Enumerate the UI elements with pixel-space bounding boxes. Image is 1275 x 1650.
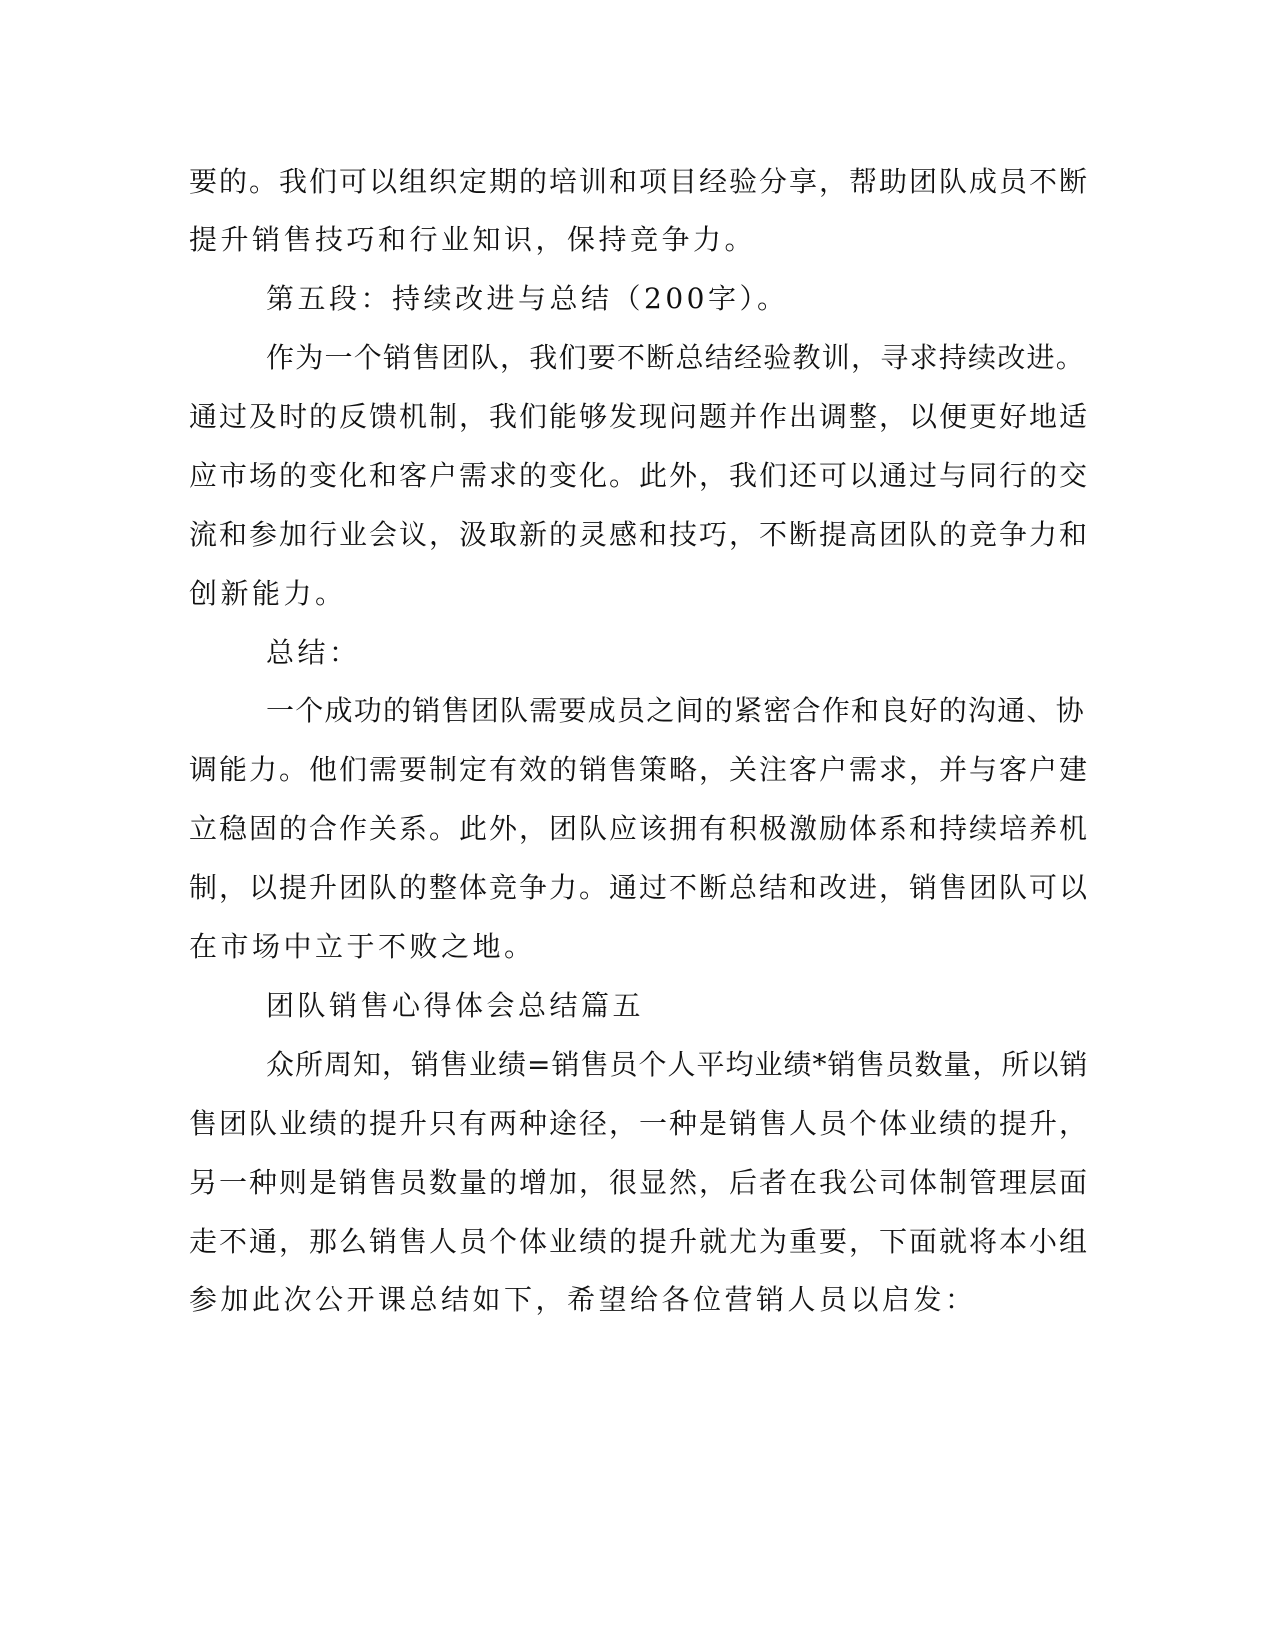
body-text-line: 作为一个销售团队，我们要不断总结经验教训，寻求持续改进。 [266,341,1086,374]
body-text-line: 应市场的变化和客户需求的变化。此外，我们还可以通过与同行的交 [189,459,1090,492]
body-text-line: 另一种则是销售员数量的增加，很显然，后者在我公司体制管理层面 [189,1166,1090,1199]
body-text-line: 售团队业绩的提升只有两种途径，一种是销售人员个体业绩的提升， [189,1107,1090,1140]
body-text-line: 立稳固的合作关系。此外，团队应该拥有积极激励体系和持续培养机 [189,812,1090,845]
body-text-line: 众所周知，销售业绩=销售员个人平均业绩*销售员数量，所以销 [266,1048,1089,1081]
body-text-line: 走不通，那么销售人员个体业绩的提升就尤为重要，下面就将本小组 [189,1225,1090,1258]
section-heading: 第五段：持续改进与总结（200字）。 [266,282,789,315]
body-text-line: 参加此次公开课总结如下，希望给各位营销人员以启发： [189,1283,977,1316]
body-text-line: 要的。我们可以组织定期的培训和项目经验分享，帮助团队成员不断 [189,165,1090,198]
body-text-line: 制，以提升团队的整体竞争力。通过不断总结和改进，销售团队可以 [189,871,1090,904]
body-text-line: 提升销售技巧和行业知识，保持竞争力。 [189,223,757,256]
body-text-line: 调能力。他们需要制定有效的销售策略，关注客户需求，并与客户建 [189,753,1090,786]
body-text-line: 一个成功的销售团队需要成员之间的紧密合作和良好的沟通、协 [266,694,1086,727]
body-text-line: 在市场中立于不败之地。 [189,930,536,963]
section-heading: 团队销售心得体会总结篇五 [266,989,645,1022]
body-text-line: 通过及时的反馈机制，我们能够发现问题并作出调整，以便更好地适 [189,400,1090,433]
body-text-line: 流和参加行业会议，汲取新的灵感和技巧，不断提高团队的竞争力和 [189,518,1090,551]
section-heading: 总结： [266,636,361,669]
body-text-line: 创新能力。 [189,577,347,610]
